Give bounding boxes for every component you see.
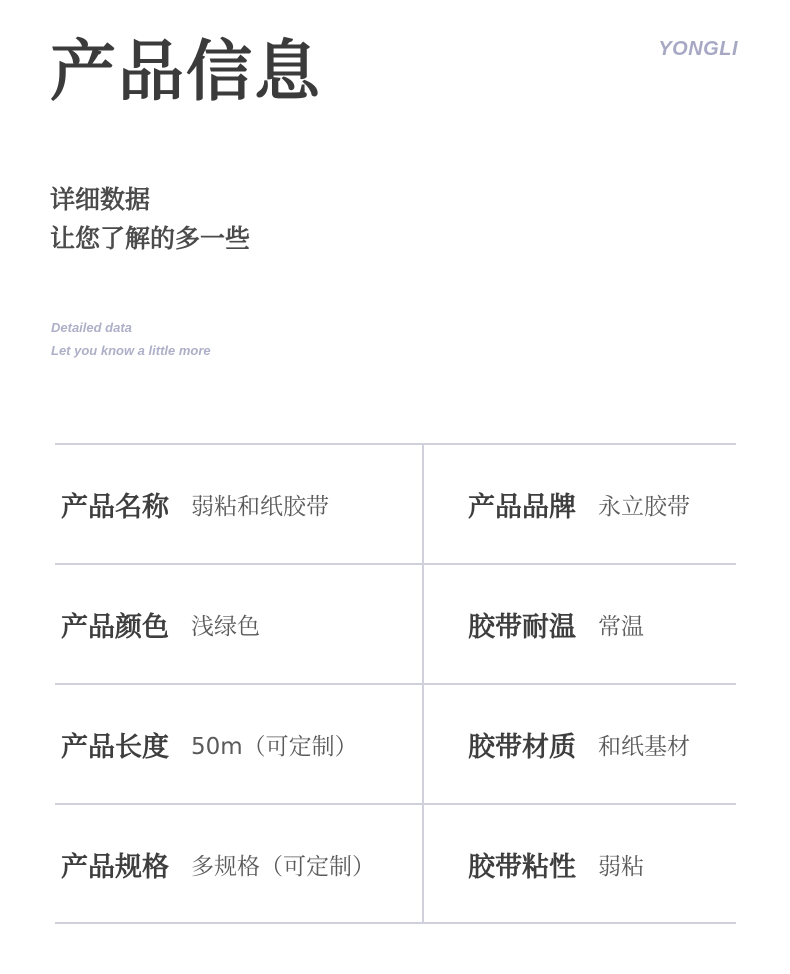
spec-value: 和纸基材 [598,733,690,760]
spec-label: 胶带粘性 [468,851,576,883]
spec-value: 常温 [598,613,644,640]
spec-label: 胶带材质 [468,731,576,763]
spec-cell-temperature [468,564,644,684]
spec-cell-product-color [61,564,260,684]
spec-label: 胶带耐温 [468,611,576,643]
spec-cell-material [468,684,690,804]
spec-table [55,443,736,924]
spec-value: 多规格（可定制） [191,853,375,880]
spec-value: 50m（可定制） [191,733,358,760]
spec-value: 永立胶带 [598,493,690,520]
intro-line-1: 详细数据 [50,185,151,214]
spec-value: 浅绿色 [191,613,260,640]
spec-value: 弱粘和纸胶带 [191,493,329,520]
page-title: 产品信息 [50,33,322,110]
intro-line-2: 让您了解的多一些 [50,224,251,253]
spec-label: 产品名称 [61,491,169,523]
spec-cell-product-length [61,684,358,804]
spec-cell-product-name [61,444,329,564]
spec-label: 产品颜色 [61,611,169,643]
spec-cell-product-brand [468,444,690,564]
intro-en-line-1: Detailed data [51,320,132,335]
spec-cell-adhesion [468,804,644,924]
intro-en-line-2: Let you know a little more [51,343,211,358]
spec-label: 产品规格 [61,851,169,883]
spec-cell-product-size [61,804,375,924]
spec-label: 产品品牌 [468,491,576,523]
spec-label: 产品长度 [61,731,169,763]
spec-value: 弱粘 [598,853,644,880]
table-column-divider [422,443,424,924]
brand-logo-text: YONGLI [658,38,738,60]
